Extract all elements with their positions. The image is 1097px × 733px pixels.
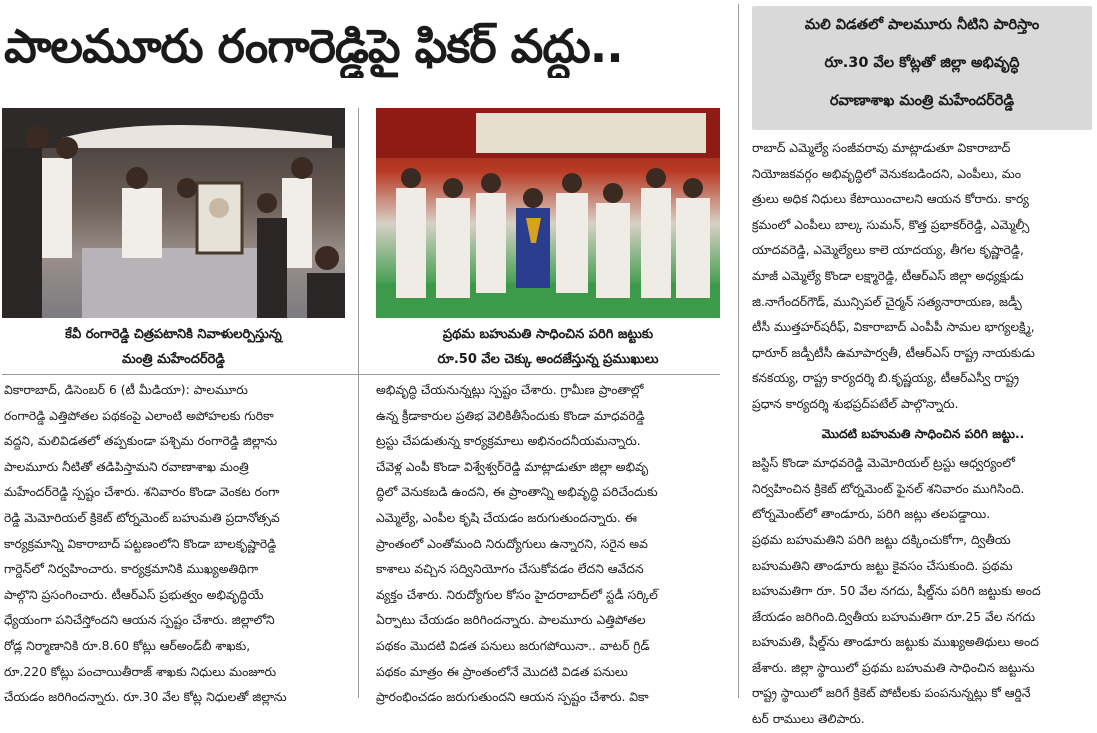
text-line: రంగారెడ్డి ఎత్తిపోతల పథకంపై ఎలాంటి అపోహలకు గురికా (4, 408, 274, 423)
text-line: నియోజకవర్గం అభివృద్ధిలో వెనుకబడిందని, ఎంపీలు, మం (752, 166, 1021, 181)
text-line: ప్రథమ బహుమతిని పరిగి జట్టు దక్కించుకోగా, ద్వితీయ (752, 532, 1011, 547)
text-line: పాలమూరు నీటితో తడిపిస్తామని రవాణాశాఖ మంత్రి (4, 459, 249, 474)
text-line: వికారాబాద్, డిసెంబర్ 6 (టీ మీడియా): పాలమూరు (4, 383, 248, 397)
text-line: వ్యక్తం చేశారు. నిరుద్యోగుల కోసం హైదరాబాద్‌లో స్టడీ సర్కిల్ (376, 587, 658, 602)
section-subheading: మొదటి బహుమతి సాధించిన పరిగి జట్టు.. (821, 426, 1025, 441)
text-line: కనకయ్య, రాష్ట్ర కార్యదర్శి బి.కృష్ణయ్య, టీఆర్‌ఎస్వీ రాష్ట్ర (752, 371, 1020, 386)
photo-tribute-illustration (2, 108, 345, 318)
text-line: జేశారు. జిల్లా స్థాయిలో ప్రథమ బహుమతి సాధించిన జట్టును (752, 660, 1035, 675)
text-line: ఎమ్మెల్యే, ఎంపీల కృషి చేయడం జరుగుతుందన్నారు. ఈ (376, 510, 637, 525)
article-column-3 (752, 136, 1094, 733)
article-column-1 (4, 378, 347, 711)
text-line: నిర్వహించిన క్రికెట్ టోర్నమెంట్ ఫైనల్ శనివారం ముగిసింది. (752, 481, 1025, 496)
caption-line: మంత్రి మహేందర్‌రెడ్డి (122, 352, 225, 367)
text-line: ఏర్పాటు చేయడం జరిగిందన్నారు. పాలమూరు ఎత్తిపోతల (376, 613, 646, 628)
text-line: బహుమతి, షీల్డ్‌ను తాండూరు జట్టుకు ముఖ్యఅతిథులు అంద (752, 635, 1039, 650)
text-line: టర్ రాములు తెలిపారు. (752, 712, 865, 727)
text-line: ట్రస్టు చేపడుతున్న కార్యక్రమాలు అభినందనీయమన్నారు. (376, 434, 641, 449)
text-line: క్రమంలో ఎంపీలు బాల్క సుమన్, కొత్త ప్రభాకర్‌రెడ్డి, ఎమ్మెల్సీ (752, 217, 1030, 232)
deck-line: రూ.30 వేల కోట్లతో జిల్లా అభివృద్ధి (824, 55, 1020, 71)
headline: పాలమూరు రంగారెడ్డిపై ఫికర్ వద్దు.. (4, 19, 623, 73)
text-line: ధ్యేయంగా పనిచేస్తోందని ఆయన స్పష్టం చేశారు. జిల్లాలోని (4, 613, 275, 628)
text-line: కార్యక్రమాన్ని వికారాబాద్ పట్టణంలోని కొండా బాలకృష్ణారెడ్డి (4, 536, 277, 551)
article-column-2 (376, 378, 720, 711)
column-divider (358, 108, 359, 698)
text-line: ధారూర్ జడ్పీటీసీ ఉమాపార్వతీ, టీఆర్‌ఎస్ రాష్ట్ర నాయకుడు (752, 345, 1035, 360)
text-line: టీసీ ముత్తహర్‌షరీఫ్, వికారాబాద్ ఎంపీపీ సామల భాగ్యలక్ష్మి, (752, 320, 1035, 335)
photo-tribute (2, 108, 345, 318)
caption-divider (2, 374, 720, 375)
text-line: అభివృద్ధి చేయనున్నట్లు స్పష్టం చేశారు. గ్రామీణ ప్రాంతాల్లో (376, 383, 644, 397)
text-line: ప్రాంతంలో ఎంతోమంది నిరుద్యోగులు ఉన్నారని, సరైన అవ (376, 536, 648, 551)
caption-line: ప్రథమ బహుమతి సాధించిన పరిగి జట్టుకు (442, 327, 654, 342)
text-line: రోడ్ల నిర్మాణానికి రూ.8.60 కోట్లు ఆర్‌అండ్‌బీ శాఖకు, (4, 638, 251, 653)
text-line: జస్టిస్ కొండా మాధవరెడ్డి మెమోరియల్ ట్రస్టు ఆధ్వర్యంలో (752, 456, 1015, 471)
text-line: ద్ధిలో వెనుకబడి ఉందని, ఈ ప్రాంతాన్ని అభివృద్ధి పరిచేందుకు (376, 485, 658, 500)
text-line: మహేందర్‌రెడ్డి స్పష్టం చేశారు. శనివారం కొండా వెంకట రంగా (4, 485, 280, 500)
column-divider (738, 4, 739, 698)
text-line: రాష్ట్ర స్థాయిలో జరిగే క్రికెట్ పోటీలకు పంపనున్నట్లు కో ఆర్డినే (752, 686, 1031, 701)
text-line: రూ.220 కోట్లు పంచాయితీరాజ్ శాఖకు నిధులు మంజూరు (4, 664, 277, 679)
text-line: ఉన్న క్రీడాకారుల ప్రతిభ వెలికితీసేందుకు కొండా మాధవరెడ్డి (376, 408, 645, 423)
deck-line: రవాణాశాఖ మంత్రి మహేందర్‌రెడ్డి (829, 93, 1015, 109)
text-line: త్రులు అధిక నిధులు కేటాయించాలని ఆయన కోరారు. కార్య (752, 192, 1029, 207)
text-line: పథకం మొదటి విడత పనులు జరుగపోయినా.. వాటర్ గ్రిడ్ (376, 638, 650, 653)
text-line: జి.నాగేందర్‌గౌడ్, మున్సిపల్ చైర్మన్ సత్యనారాయణ, జడ్పీ (752, 294, 1022, 309)
deck-box (752, 6, 1092, 130)
text-line: యాదవరెడ్డి, ఎమ్మెల్యేలు కాలె యాదయ్య, తీగల కృష్ణారెడ్డి, (752, 243, 1024, 258)
deck-line: మలి విడతలో పాలమూరు నీటిని పారిస్తాం (804, 17, 1040, 33)
text-line: జేయడం జరిగింది.ద్వితీయ బహుమతిగా రూ.25 వేల నగదు (752, 609, 1036, 624)
photo-team-caption (376, 322, 720, 372)
text-line: వద్దని, మలివిడతలో తప్పకుండా పశ్చిమ రంగారెడ్డి జిల్లాను (4, 434, 278, 449)
text-line: చేయడం జరిగిందన్నారు. రూ.30 వేల కోట్ల నిధులతో జిల్లాను (4, 690, 287, 705)
text-line: కాశాలు వచ్చిన సద్వినియోగం చేసుకోవడం లేదని ఆవేదన (376, 562, 644, 577)
photo-team-illustration (376, 108, 720, 318)
text-line: ప్రధాన కార్యదర్శి శుభప్రద్‌పటేల్ పాల్గొన్నారు. (752, 396, 959, 411)
text-line: రాబాద్ ఎమ్మెల్యే సంజీవరావు మాట్లాడుతూ వికారాబాద్ (752, 141, 1011, 155)
text-line: చేవెళ్ల ఎంపీ కొండా విశ్వేశ్వర్‌రెడ్డి మాట్లాడుతూ జిల్లా అభివృ (376, 459, 649, 474)
text-line: బహుమతిని తాండూరు జట్టు కైవసం చేసుకుంది. ప్రథమ (752, 558, 1013, 573)
text-line: పాల్గొని ప్రసంగించారు. టీఆర్‌ఎస్ ప్రభుత్వం అభివృద్ధియే (4, 587, 264, 602)
photo-tribute-caption (2, 322, 345, 372)
text-line: రెడ్డి మెమోరియల్ క్రికెట్ టోర్నమెంట్ బహుమతి ప్రదానోత్సవ (4, 510, 280, 525)
text-line: టోర్నమెంట్‌లో తాండూరు, పరిగి జట్లు తలపడ్డాయి. (752, 507, 991, 522)
text-line: పథకం మాత్రం ఈ ప్రాంతంలోనే మొదటి విడత పనులు (376, 664, 628, 679)
caption-line: రూ.50 వేల చెక్కు అందజేస్తున్న ప్రముఖులు (437, 352, 659, 367)
caption-line: కేవీ రంగారెడ్డి చిత్రపటానికి నివాళులర్పిస్తున్న (65, 327, 282, 342)
text-line: గార్డెన్‌లో నిర్వహించారు. కార్యక్రమానికి ముఖ్యఅతిథిగా (4, 562, 259, 577)
text-line: మాజీ ఎమ్మెల్యే కొండా లక్ష్మారెడ్డి, టీఆర్‌ఎస్ జిల్లా అధ్యక్షుడు (752, 268, 1024, 283)
photo-team (376, 108, 720, 318)
text-line: బహుమతిగా రూ. 50 వేల నగదు, షీల్డ్‌ను పరిగి జట్టుకు అంద (752, 584, 1041, 599)
text-line: ప్రారంభించడం జరుగుతుందని ఆయన స్పష్టం చేశారు. వికా (376, 690, 649, 705)
